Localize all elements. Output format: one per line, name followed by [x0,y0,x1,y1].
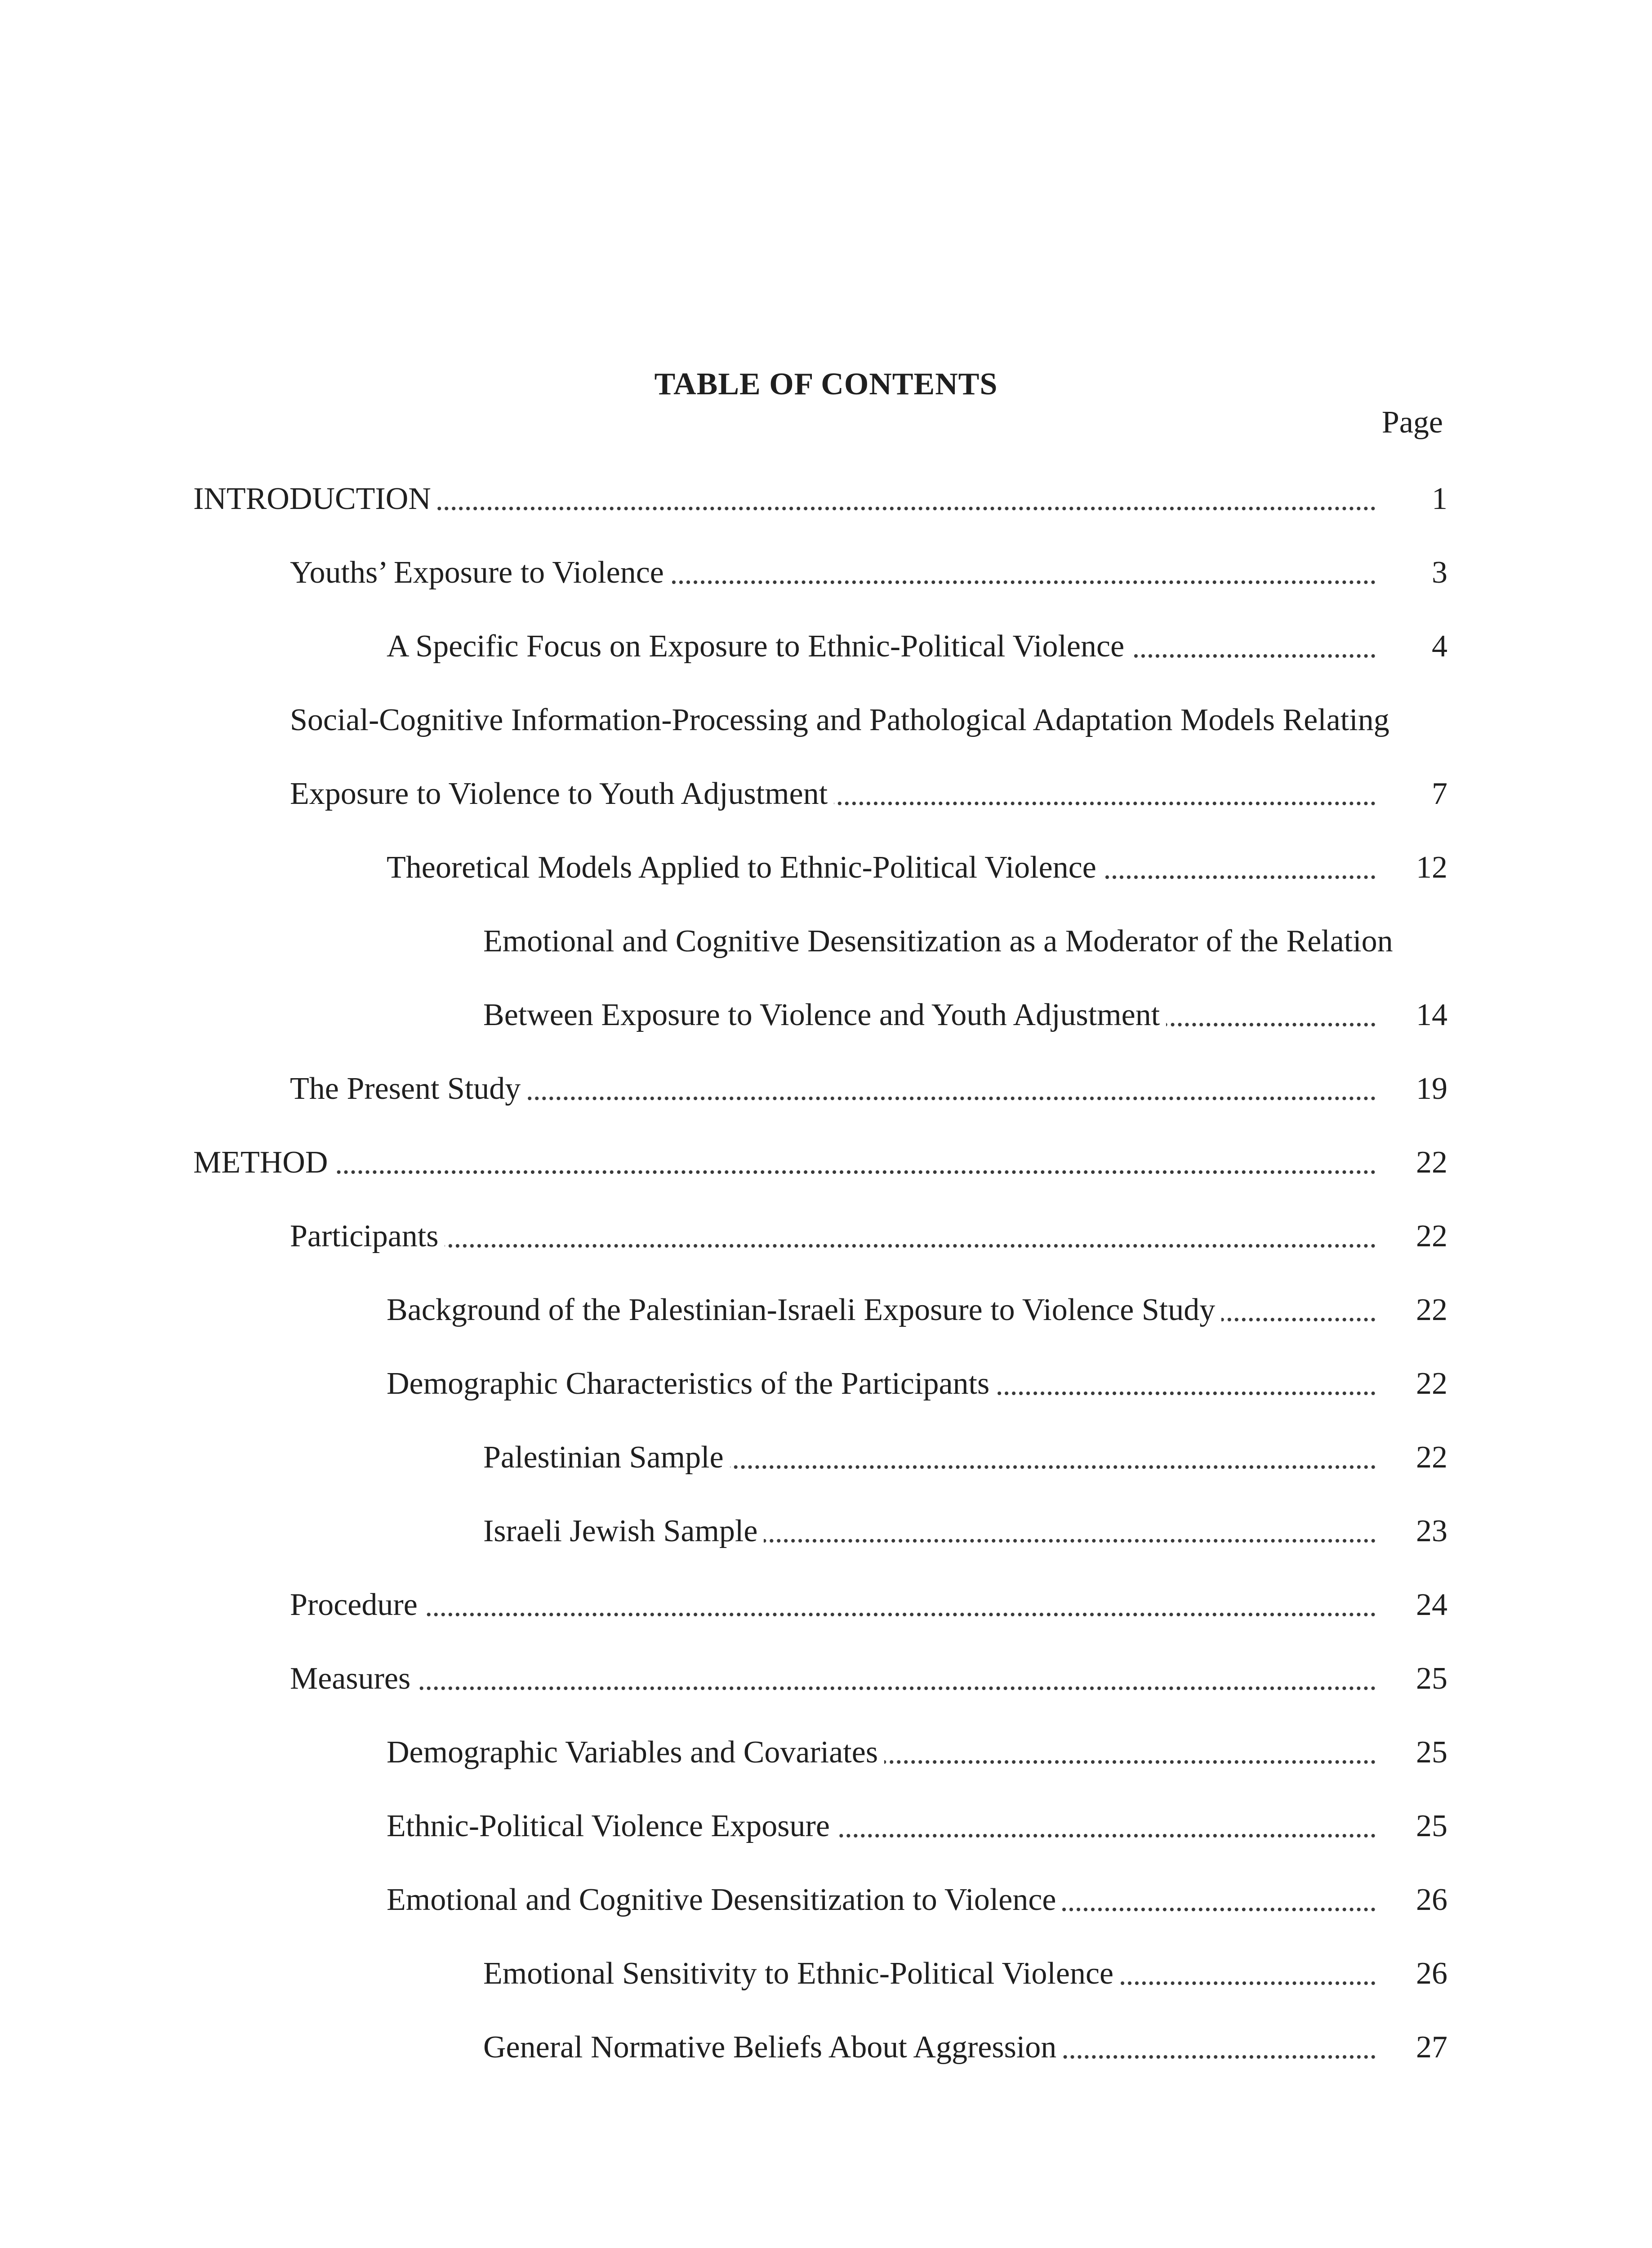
toc-row [483,995,1447,1035]
toc-row [290,1216,1447,1257]
toc-entry-text: METHOD [193,1145,334,1180]
toc-row [290,700,1389,740]
toc-entry-text: Israeli Jewish Sample [483,1514,764,1548]
dot-leader [290,1244,1376,1248]
toc-row [290,1585,1447,1625]
toc-page-number: 4 [1432,629,1447,664]
toc-entry-text: Between Exposure to Violence and Youth Adjustment [483,998,1166,1032]
toc-page-number: 7 [1432,776,1447,811]
toc-page-number: 23 [1416,1514,1447,1548]
toc-entry-text: Youths’ Exposure to Violence [290,555,670,590]
toc-entry-text: INTRODUCTION [193,482,437,516]
toc-entry [483,921,1393,962]
toc-row [290,1069,1447,1109]
toc-entry-text: Background of the Palestinian-Israeli Exposure to Violence Study [387,1293,1221,1327]
toc-entry [290,1585,1376,1625]
toc-entry-text: Participants [290,1219,445,1253]
toc-row [290,553,1447,593]
toc-page-number: 25 [1416,1661,1447,1696]
toc-page-number: 1 [1432,482,1447,516]
toc-entry [387,1732,1376,1773]
toc-page-number: 26 [1416,1882,1447,1917]
toc-entry [387,847,1376,888]
toc-entry [483,1437,1376,1478]
toc-row [483,1954,1447,1994]
toc-row [193,1142,1447,1183]
toc-entry [290,553,1376,593]
toc-entry-text: Ethnic-Political Violence Exposure [387,1809,836,1843]
toc-row [387,1364,1447,1404]
toc-entry-text: Procedure [290,1588,424,1622]
toc-row [483,1437,1447,1478]
toc-entry [483,1954,1376,1994]
dot-leader [193,1170,1376,1174]
toc-entry-text: Emotional and Cognitive Desensitization as a Moderator of the Relation [483,924,1399,959]
toc-page-number: 22 [1416,1293,1447,1327]
toc-entry-text: Social-Cognitive Information-Processing and Pathological Adaptation Models Relating [290,703,1396,737]
toc-entry [483,2027,1376,2068]
toc-entry [387,1290,1376,1330]
page-column-header: Page [1381,405,1443,440]
toc-page-number: 22 [1416,1440,1447,1475]
toc-entry [290,1659,1376,1699]
toc-entry-text: Palestinian Sample [483,1440,730,1475]
toc-page-number: 26 [1416,1956,1447,1991]
toc-entry [193,1142,1376,1183]
document-title: TABLE OF CONTENTS [654,367,998,401]
toc-row [193,479,1447,519]
toc-entry-text: Emotional and Cognitive Desensitization to Violence [387,1882,1062,1917]
toc-row [483,2027,1447,2068]
toc-entry [290,1216,1376,1257]
toc-entry-text: Measures [290,1661,417,1696]
toc-entry-text: Demographic Characteristics of the Participants [387,1366,996,1401]
toc-entry [387,626,1376,667]
toc-entry-text: Theoretical Models Applied to Ethnic-Political Violence [387,850,1103,885]
toc-entry-text: Demographic Variables and Covariates [387,1735,884,1770]
toc-row [387,1806,1447,1847]
toc-page-number: 12 [1416,850,1447,885]
toc-entry-text: Exposure to Violence to Youth Adjustment [290,776,834,811]
toc-page-number: 24 [1416,1588,1447,1622]
toc-entry [193,479,1376,519]
toc-row [483,921,1393,962]
toc-entry [387,1806,1376,1847]
toc-entry [483,1511,1376,1552]
toc-page-number: 25 [1416,1735,1447,1770]
toc-page-number: 3 [1432,555,1447,590]
toc-entry [290,774,1376,814]
toc-row [387,626,1447,667]
toc-row [290,774,1447,814]
dot-leader [290,1686,1376,1690]
toc-entry-text: A Specific Focus on Exposure to Ethnic-Political Violence [387,629,1131,664]
toc-entry [387,1880,1376,1920]
toc-entry [387,1364,1376,1404]
toc-page-number: 14 [1416,998,1447,1032]
toc-entry [483,995,1376,1035]
toc-entry-text: General Normative Beliefs About Aggression [483,2030,1063,2065]
toc-entry [290,1069,1376,1109]
toc-row [290,1659,1447,1699]
toc-row [387,1880,1447,1920]
toc-row [483,1511,1447,1552]
toc-page-number: 27 [1416,2030,1447,2065]
toc-page-number: 22 [1416,1219,1447,1253]
toc-page-number: 22 [1416,1366,1447,1401]
dot-leader [290,1613,1376,1616]
toc-page-number: 19 [1416,1071,1447,1106]
toc-page-number: 25 [1416,1809,1447,1843]
toc-row [387,1290,1447,1330]
toc-page-number: 22 [1416,1145,1447,1180]
toc-entry-text: The Present Study [290,1071,527,1106]
toc-entry-text: Emotional Sensitivity to Ethnic-Political Violence [483,1956,1120,1991]
toc-row [387,847,1447,888]
toc-row [387,1732,1447,1773]
toc-entry [290,700,1389,740]
